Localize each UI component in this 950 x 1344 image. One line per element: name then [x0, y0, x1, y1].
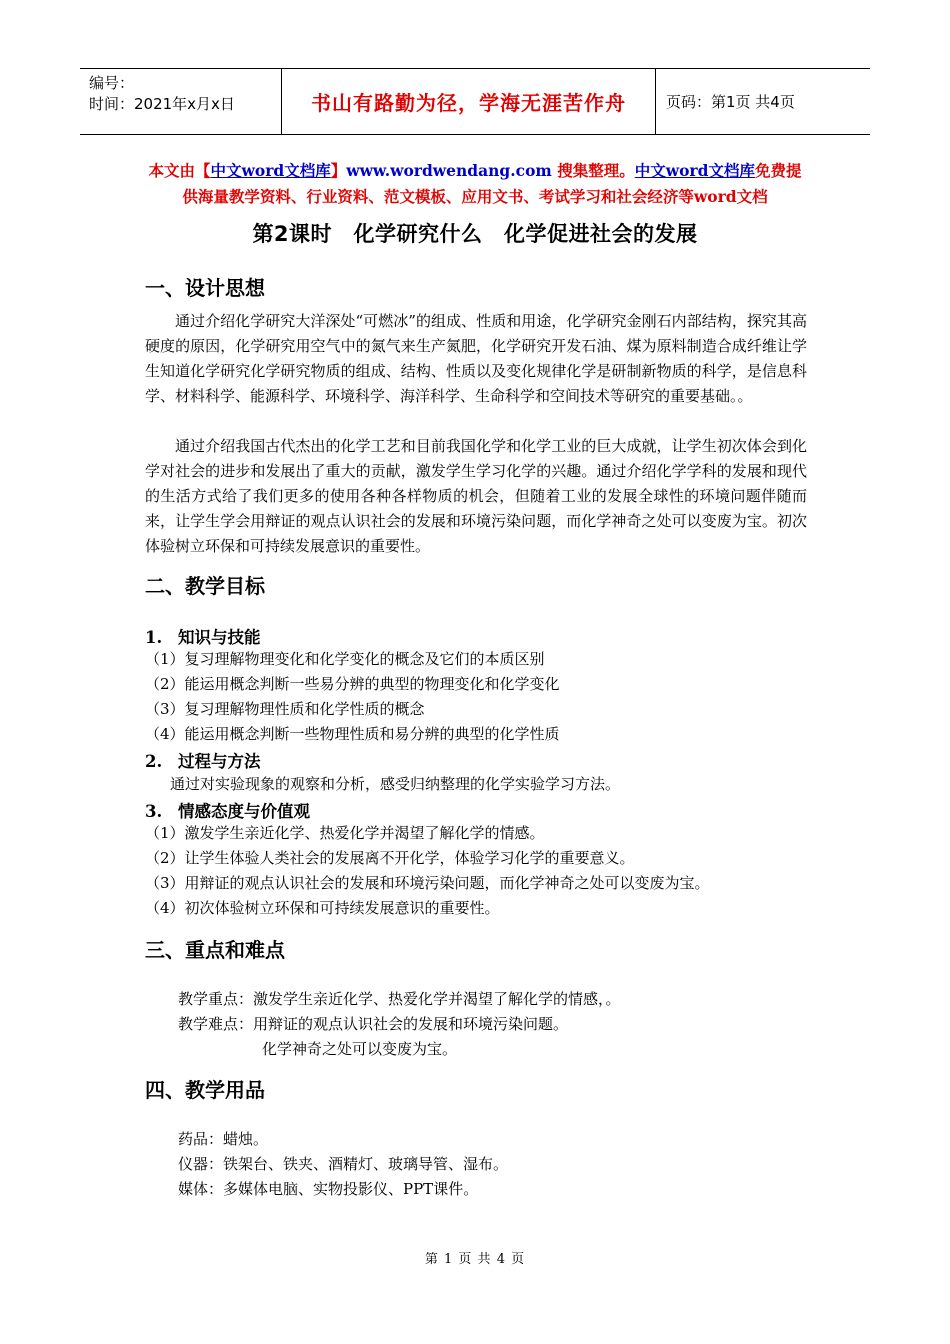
design-paragraph-2: 通过介绍我国古代杰出的化学工艺和目前我国化学和化学工业的巨大成就，让学生初次体会到化学对社会的进步和发展出了重大的贡献，激发学生学习化学的兴趣。通过介绍化学学科的发展和现代的生活方式给了我们更多的使用各种各样物质的机会，但随着工业的发展全球性的环境问题伴随而来，让学生学会用辩证的观点认识社会的发展和环境污染问题，而化学神奇之处可以变废为宝。初次体验树立环保和可持续发展意识的重要性。: [145, 437, 807, 555]
goal-1-item-1: （1）复习理解物理变化和化学变化的概念及它们的本质区别: [145, 650, 545, 668]
header-meta: [80, 69, 282, 134]
goal-1-title: 知识与技能: [178, 628, 261, 647]
goal-3-item-1: （1）激发学生亲近化学、热爱化学并渴望了解化学的情感。: [145, 824, 545, 842]
goal-2-text: 通过对实验现象的观察和分析，感受归纳整理的化学实验学习方法。: [170, 775, 621, 793]
goal-1-item-4: （4）能运用概念判断一些物理性质和易分辨的典型的化学性质: [145, 725, 560, 743]
notice-bracket: 】: [330, 161, 347, 180]
goal-3-number: 3.: [145, 802, 163, 821]
goal-3-title: 情感态度与价值观: [178, 802, 310, 821]
goal-1-heading: [145, 624, 261, 648]
source-notice: [130, 158, 820, 210]
section-goals-heading: 二、教学目标: [145, 574, 265, 598]
notice-site-link[interactable]: www.wordwendang.com: [346, 161, 552, 180]
header-time: 时间：2021年x月x日: [89, 95, 235, 113]
goal-3-heading: [145, 798, 310, 822]
header-table: [80, 68, 870, 135]
header-motto: 书山有路勤为径，学海无涯苦作舟: [282, 69, 656, 134]
goal-3-item-3: （3）用辩证的观点认识社会的发展和环境污染问题，而化学神奇之处可以变废为宝。: [145, 874, 710, 892]
goal-2-number: 2.: [145, 752, 163, 771]
notice-prefix: 本文由【: [148, 161, 211, 180]
notice-collect: 搜集整理。: [551, 161, 635, 180]
goal-3-item-4: （4）初次体验树立环保和可持续发展意识的重要性。: [145, 899, 500, 917]
design-paragraph-1: 通过介绍化学研究大洋深处“可燃冰”的组成、性质和用途，化学研究金刚石内部结构，探究其高硬度的原因，化学研究用空气中的氮气来生产氮肥，化学研究开发石油、煤为原料制造合成纤维让学生知道化学研究化学研究物质的组成、结构、性质以及变化规律化学是研制新物质的科学，是信息科学、材料科学、能源科学、环境科学、海洋科学、生命科学和空间技术等研究的重要基础。。: [145, 312, 807, 405]
notice-line-2: 供海量教学资料、行业资料、范文模板、应用文书、考试学习和社会经济等word文档: [182, 187, 768, 206]
teaching-difficulty-continued: 化学神奇之处可以变废为宝。: [262, 1040, 458, 1058]
notice-line1-end: 免费提: [754, 161, 802, 180]
goal-1-number: 1.: [145, 628, 163, 647]
supplies-instruments: 仪器：铁架台、铁夹、酒精灯、玻璃导管、湿布。: [178, 1155, 509, 1173]
section-design-heading: 一、设计思想: [145, 276, 265, 300]
goal-1-item-2: （2）能运用概念判断一些易分辨的典型的物理变化和化学变化: [145, 675, 560, 693]
teaching-difficulty: 教学难点：用辩证的观点认识社会的发展和环境污染问题。: [178, 1015, 569, 1033]
goal-2-heading: [145, 748, 261, 772]
document-title: 第2课时 化学研究什么 化学促进社会的发展: [252, 222, 698, 246]
supplies-media: 媒体：多媒体电脑、实物投影仪、PPT课件。: [178, 1180, 479, 1198]
page-footer: 第 1 页 共 4 页: [424, 1252, 526, 1267]
goal-3-item-2: （2）让学生体验人类社会的发展离不开化学，体验学习化学的重要意义。: [145, 849, 635, 867]
goal-2-title: 过程与方法: [178, 752, 261, 771]
section-supplies-heading: 四、教学用品: [145, 1078, 265, 1102]
section-keypoints-heading: 三、重点和难点: [145, 938, 285, 962]
supplies-drugs: 药品：蜡烛。: [178, 1130, 269, 1148]
teaching-focus: 教学重点：激发学生亲近化学、热爱化学并渴望了解化学的情感，。: [178, 990, 621, 1008]
goal-1-item-3: （3）复习理解物理性质和化学性质的概念: [145, 700, 425, 718]
notice-library-link-2[interactable]: 中文word文档库: [634, 161, 755, 180]
notice-library-link[interactable]: 中文word文档库: [210, 161, 331, 180]
header-number: 编号：: [89, 74, 135, 92]
header-page: 页码：第1页 共4页: [666, 93, 795, 111]
notice-line-1: [130, 158, 820, 184]
